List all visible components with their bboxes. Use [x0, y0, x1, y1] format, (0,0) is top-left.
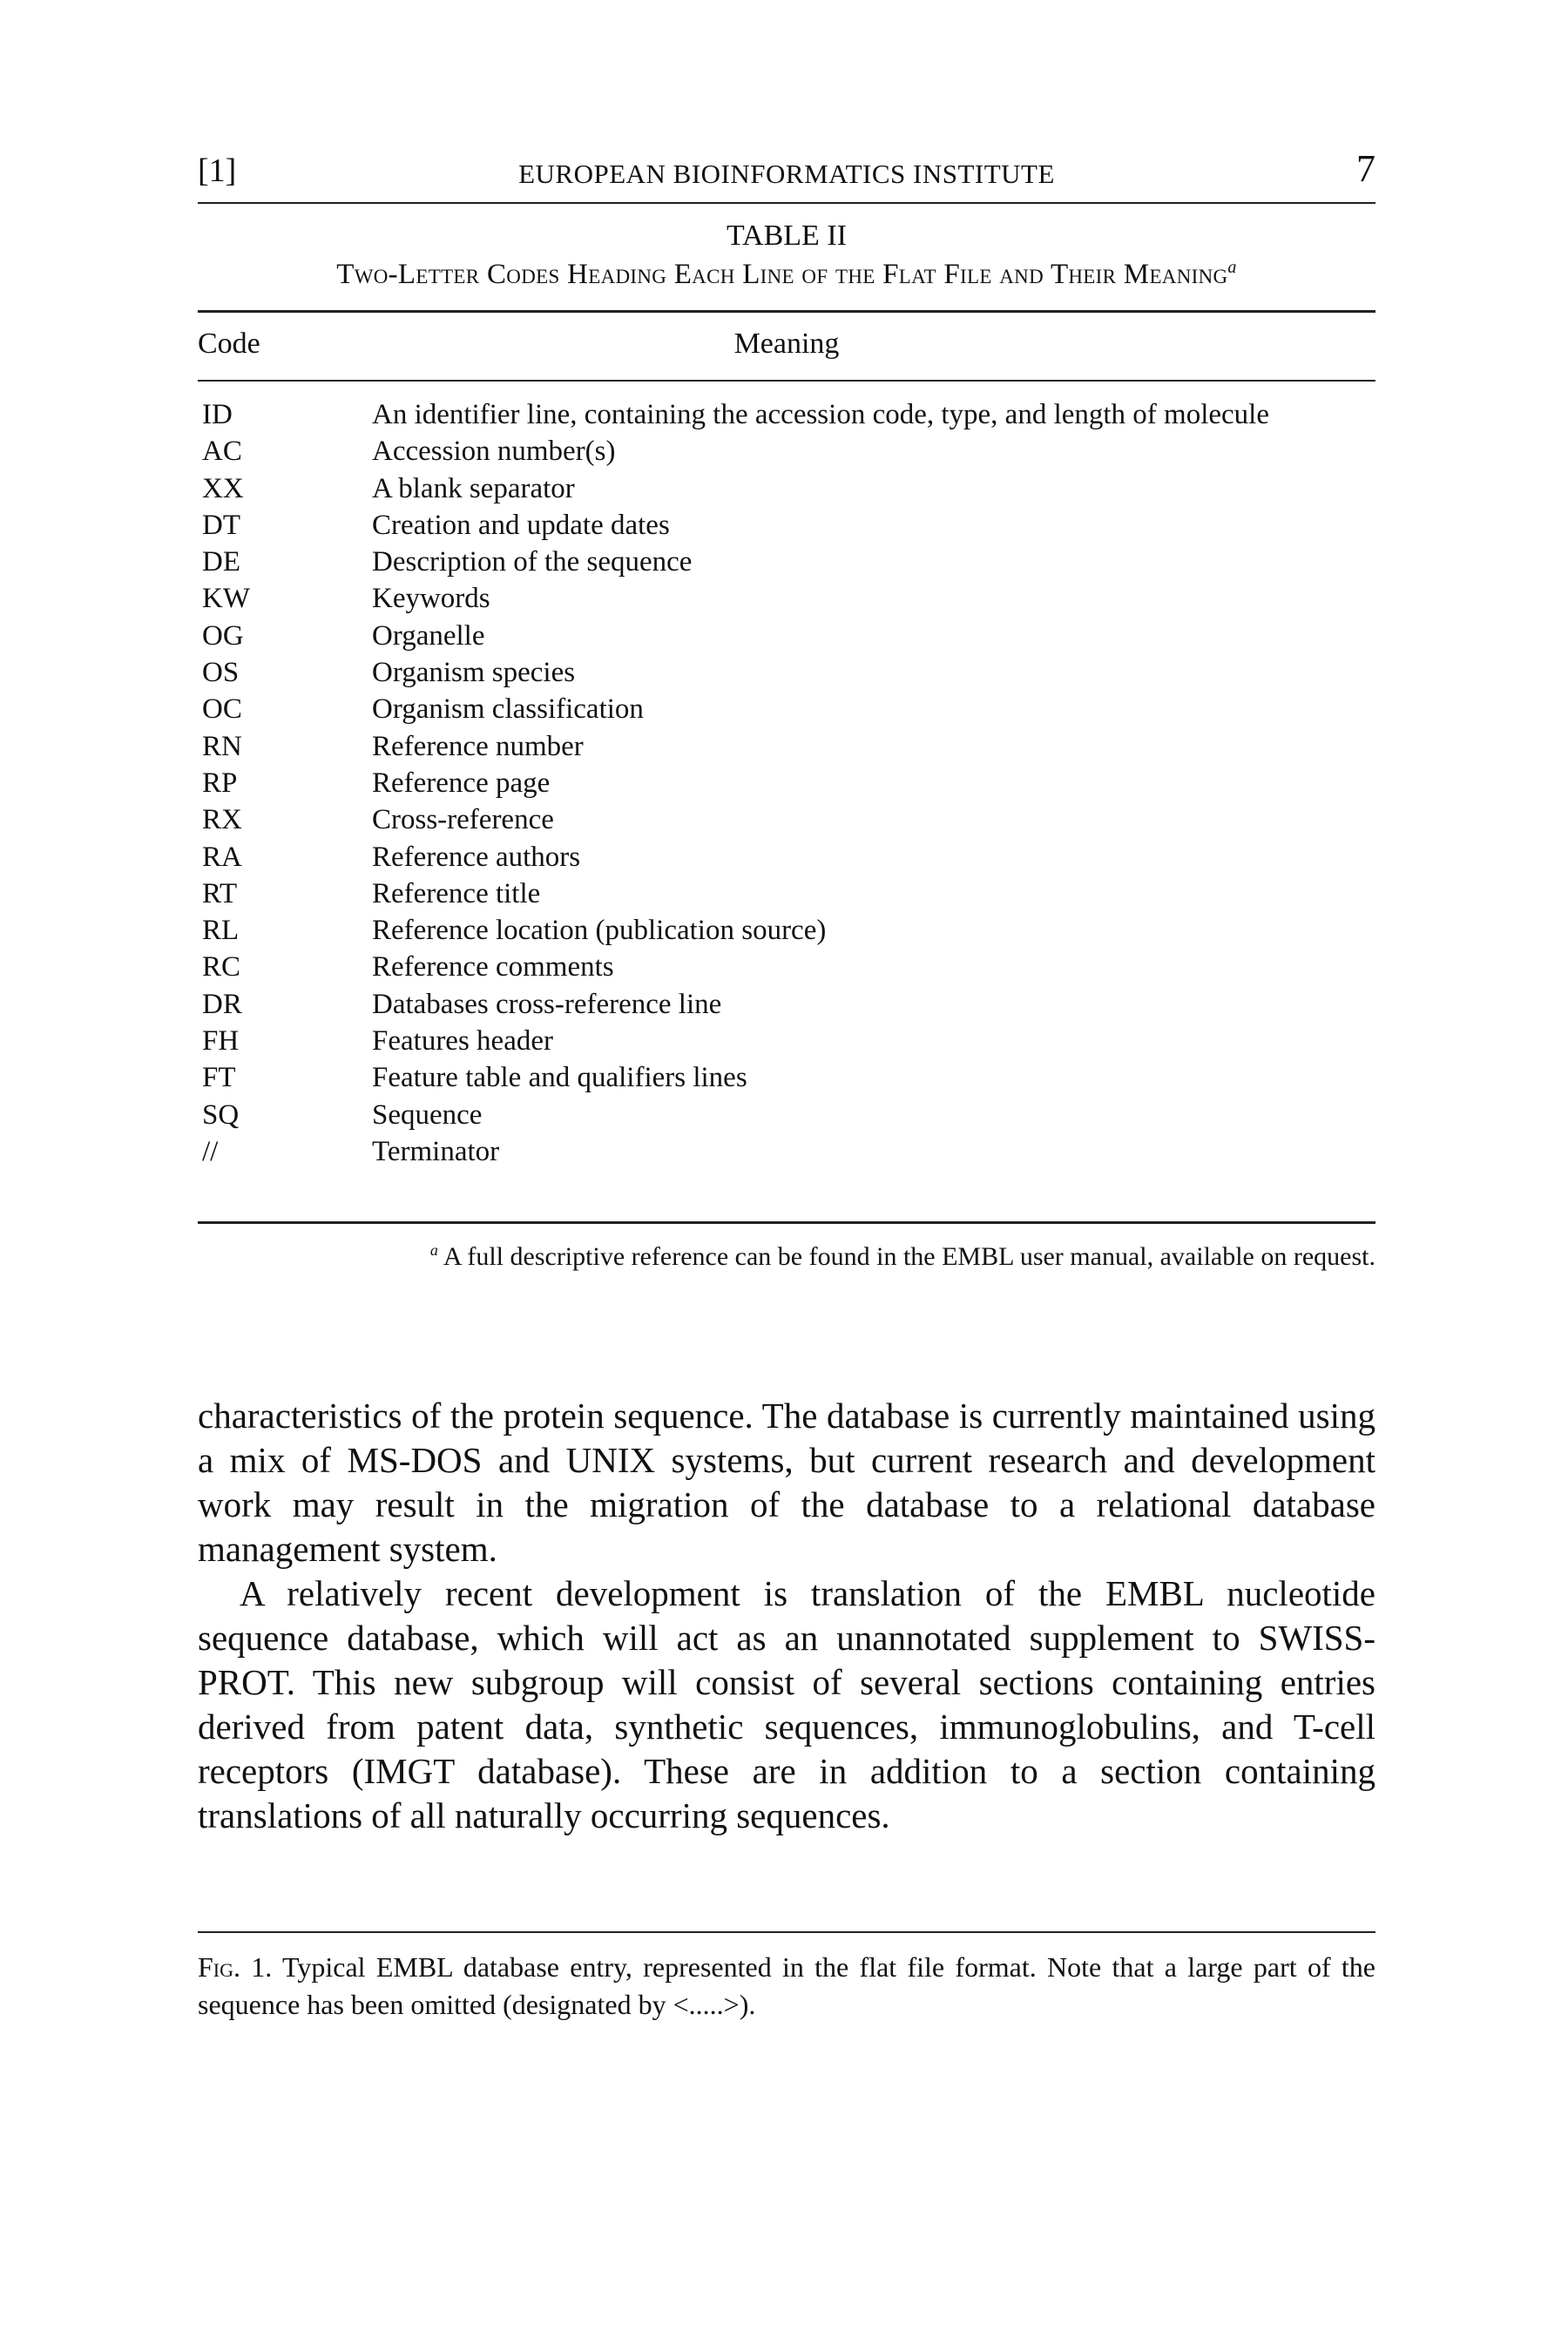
table-row — [198, 728, 1375, 765]
row-meaning: Features header — [372, 1025, 553, 1058]
table-header-rule — [198, 380, 1375, 382]
footnote-mark: a — [429, 1241, 438, 1259]
footnote-text: A full descriptive reference can be found in the EMBL user manual, available on request. — [443, 1242, 1375, 1271]
table-row — [198, 839, 1375, 875]
row-code: RN — [202, 730, 242, 762]
row-code: RP — [202, 767, 238, 799]
row-code: FT — [202, 1062, 236, 1094]
table-label: TABLE II — [727, 220, 847, 252]
row-code: RA — [202, 841, 242, 873]
table-row — [198, 470, 1375, 507]
figure-rule — [198, 1931, 1375, 1933]
table-row — [198, 396, 1375, 433]
body-paragraph: A relatively recent development is translation of the EMBL nucleotide sequence database, which will act as an unannotated supplement to SWISS-PROT. This new subgroup will consist of several sections containing entries derived from patent data, synthetic sequences, immunoglobulins, and T-cell receptors (IMGT database). These are in addition to a section containing translations of all naturally occurring sequences. — [198, 1573, 1375, 1835]
row-meaning: Reference page — [372, 767, 551, 799]
row-code: FH — [202, 1025, 240, 1058]
body-paragraph: characteristics of the protein sequence. The database is currently maintained using a mix of MS-DOS and UNIX systems, but current research and development work may result in the migration of the database to a relational database management system. — [198, 1396, 1375, 1569]
row-meaning: A blank separator — [372, 472, 575, 504]
row-meaning: Accession number(s) — [372, 436, 616, 468]
running-head — [198, 146, 1375, 195]
table-caption-footnote-mark: a — [1227, 258, 1237, 277]
row-code: OG — [202, 619, 244, 652]
table-row — [198, 618, 1375, 654]
row-meaning: Reference comments — [372, 951, 614, 983]
row-meaning: Creation and update dates — [372, 509, 670, 541]
column-header-meaning: Meaning — [733, 328, 840, 360]
row-meaning: An identifier line, containing the accession code, type, and length of molecule — [372, 399, 1269, 430]
table-row — [198, 801, 1375, 838]
table-row — [198, 654, 1375, 691]
row-meaning: Keywords — [372, 583, 490, 615]
row-code: RL — [202, 915, 240, 947]
table-body — [198, 396, 1375, 1170]
row-code: RX — [202, 804, 242, 836]
table-bottom-rule — [198, 1221, 1375, 1224]
row-code: AC — [202, 436, 242, 468]
row-meaning: Feature table and qualifiers lines — [372, 1062, 747, 1094]
section-number: [1] — [198, 152, 237, 189]
row-code: XX — [202, 472, 244, 504]
table-row — [198, 580, 1375, 617]
table-footnote — [198, 1241, 1375, 1272]
body-text — [198, 1394, 1375, 1838]
table-row — [198, 875, 1375, 912]
page-number: 7 — [1356, 147, 1375, 190]
row-meaning: Reference authors — [372, 841, 581, 873]
running-title: EUROPEAN BIOINFORMATICS INSTITUTE — [518, 159, 1055, 189]
row-meaning: Organelle — [372, 619, 485, 652]
row-code: KW — [202, 583, 250, 615]
figure-caption-text: Typical EMBL database entry, represented in the flat file format. Note that a large part of the sequence has been omitted (designated by <.....>). — [198, 1951, 1376, 2020]
figure-label: Fig. 1. — [198, 1951, 273, 1983]
table-row — [198, 912, 1375, 949]
table-caption — [198, 258, 1375, 291]
row-meaning: Terminator — [372, 1135, 500, 1167]
row-meaning: Databases cross-reference line — [372, 988, 722, 1020]
row-meaning: Reference number — [372, 730, 584, 762]
row-code: RT — [202, 877, 238, 909]
table-row — [198, 986, 1375, 1023]
row-meaning: Reference location (publication source) — [372, 915, 827, 947]
row-meaning: Organism classification — [372, 693, 644, 726]
row-meaning: Sequence — [372, 1098, 483, 1131]
table-row — [198, 507, 1375, 544]
row-meaning: Reference title — [372, 877, 541, 909]
row-code: DR — [202, 988, 242, 1020]
table-row — [198, 544, 1375, 580]
row-code: SQ — [202, 1098, 240, 1131]
table-row — [198, 949, 1375, 985]
table-top-rule — [198, 310, 1375, 313]
table-row — [198, 1023, 1375, 1059]
table-caption-text: Two-Letter Codes Heading Each Line of the Flat File and Their Meaning — [336, 259, 1228, 290]
row-code: // — [202, 1135, 219, 1167]
row-code: OS — [202, 657, 240, 689]
table-row — [198, 1097, 1375, 1133]
figure-caption — [198, 1949, 1375, 2024]
table-row — [198, 1059, 1375, 1096]
row-code: RC — [202, 951, 241, 983]
table-row — [198, 1133, 1375, 1170]
row-code: DE — [202, 546, 240, 578]
row-meaning: Organism species — [372, 657, 576, 689]
header-rule — [198, 202, 1375, 204]
row-code: ID — [202, 399, 233, 430]
column-header-code: Code — [198, 328, 260, 360]
row-code: OC — [202, 693, 242, 726]
table-row — [198, 433, 1375, 470]
row-meaning: Description of the sequence — [372, 546, 693, 578]
row-meaning: Cross-reference — [372, 804, 554, 836]
table-row — [198, 691, 1375, 727]
row-code: DT — [202, 509, 240, 541]
table-row — [198, 765, 1375, 801]
